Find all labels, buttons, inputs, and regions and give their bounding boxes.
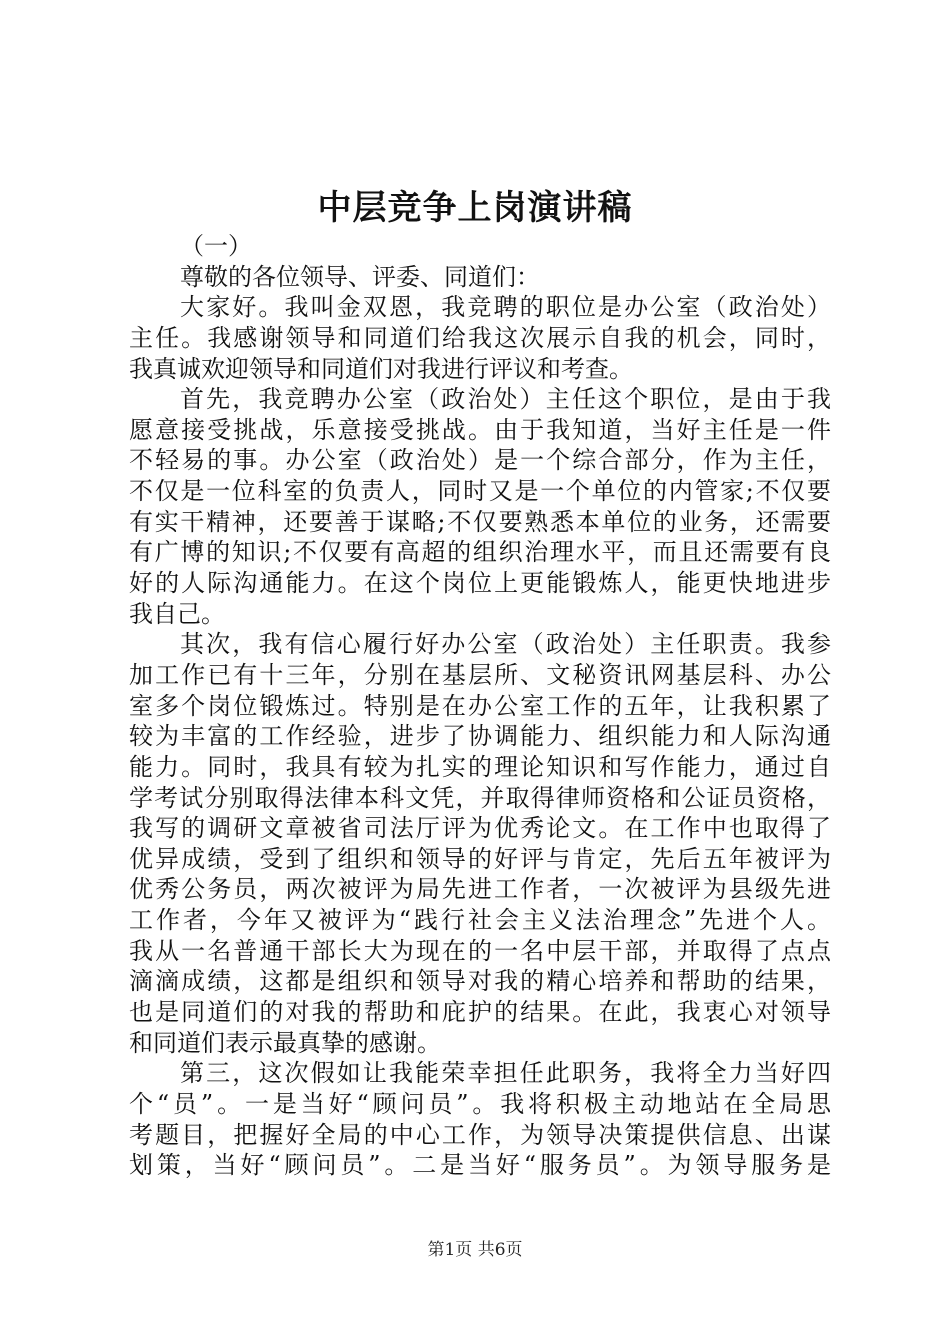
body-text-line: 优异成绩，受到了组织和领导的好评与肯定，先后五年被评为 <box>129 844 831 873</box>
document-body <box>129 231 831 1181</box>
body-text-line: 有广博的知识;不仅要有高超的组织治理水平，而且还需要有良 <box>129 538 831 567</box>
body-text-line: 也是同道们的对我的帮助和庇护的结果。在此，我衷心对领导 <box>129 998 831 1027</box>
body-text-line: 好的人际沟通能力。在这个岗位上更能锻炼人，能更快地进步 <box>129 569 831 598</box>
body-text-line: 有实干精神，还要善于谋略;不仅要熟悉本单位的业务，还需要 <box>129 507 831 536</box>
body-text-line: 优秀公务员，两次被评为局先进工作者，一次被评为县级先进 <box>129 875 831 904</box>
body-text-line: 主任。我感谢领导和同道们给我这次展示自我的机会，同时， <box>129 323 831 352</box>
body-text-line: （一） <box>180 232 252 260</box>
body-text-line: 学考试分别取得法律本科文凭，并取得律师资格和公证员资格， <box>129 783 831 812</box>
body-text-line: 能力。同时，我具有较为扎实的理论知识和写作能力，通过自 <box>129 752 831 781</box>
body-text-line: 室多个岗位锻炼过。特别是在办公室工作的五年，让我积累了 <box>129 691 831 720</box>
body-text-line: 滴滴成绩，这都是组织和领导对我的精心培养和帮助的结果， <box>129 967 831 996</box>
body-text-line: 大家好。我叫金双恩，我竞聘的职位是办公室（政治处） <box>180 293 831 322</box>
body-text-line: 我写的调研文章被省司法厅评为优秀论文。在工作中也取得了 <box>129 814 831 843</box>
body-text-line: 我真诚欢迎领导和同道们对我进行评议和考查。 <box>129 354 633 383</box>
page-footer: 第1页 共6页 <box>427 1240 523 1260</box>
body-text-line: 不轻易的事。办公室（政治处）是一个综合部分，作为主任， <box>129 446 831 475</box>
document-title: 中层竞争上岗演讲稿 <box>317 188 633 228</box>
body-text-line: 我从一名普通干部长大为现在的一名中层干部，并取得了点点 <box>129 936 831 965</box>
body-text-line: 其次，我有信心履行好办公室（政治处）主任职责。我参 <box>180 630 831 659</box>
body-text-line: 尊敬的各位领导、评委、同道们： <box>180 262 540 291</box>
body-text-line: 我自己。 <box>129 599 225 628</box>
body-text-line: 划策，当好“顾问员”。二是当好“服务员”。为领导服务是 <box>129 1151 831 1180</box>
body-text-line: 工作者，今年又被评为“践行社会主义法治理念”先进个人。 <box>129 906 831 935</box>
body-text-line: 和同道们表示最真挚的感谢。 <box>129 1028 441 1057</box>
body-text-line: 愿意接受挑战，乐意接受挑战。由于我知道，当好主任是一件 <box>129 415 831 444</box>
body-text-line: 考题目，把握好全局的中心工作，为领导决策提供信息、出谋 <box>129 1120 831 1149</box>
body-text-line: 个“员”。一是当好“顾问员”。我将积极主动地站在全局思 <box>129 1089 831 1118</box>
body-text-line: 不仅是一位科室的负责人，同时又是一个单位的内管家;不仅要 <box>129 477 831 506</box>
body-text-line: 第三，这次假如让我能荣幸担任此职务，我将全力当好四 <box>180 1059 831 1088</box>
body-text-line: 加工作已有十三年，分别在基层所、文秘资讯网基层科、办公 <box>129 660 831 689</box>
body-text-line: 较为丰富的工作经验，进步了协调能力、组织能力和人际沟通 <box>129 722 831 751</box>
body-text-line: 首先，我竞聘办公室（政治处）主任这个职位，是由于我 <box>180 385 831 414</box>
